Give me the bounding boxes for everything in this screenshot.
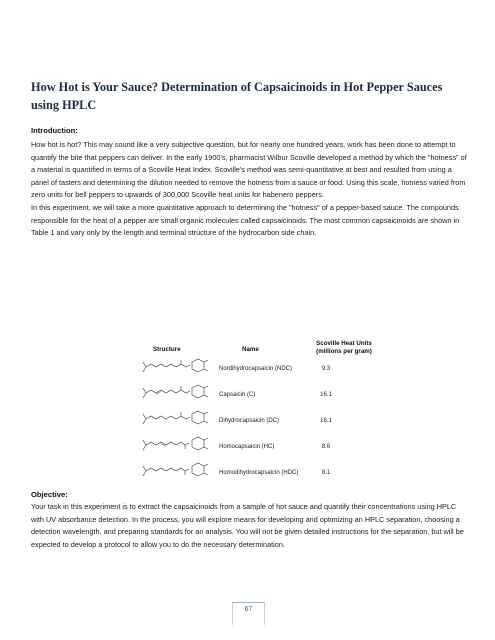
- capsaicinoids-table: [141, 338, 377, 483]
- compound-name: Capsaicin (C): [219, 392, 256, 398]
- scoville-value: 9.3: [321, 366, 331, 372]
- compound-name: Dihydrocapsaicin (DC): [219, 418, 280, 424]
- introduction-heading: Introduction:: [31, 126, 78, 135]
- compound-name: Nordihydrocapsaicin (NDC): [219, 366, 293, 372]
- document-title: How Hot is Your Sauce? Determination of Capsaicinoids in Hot Pepper Sauces using HPLC: [31, 80, 443, 112]
- page-number: 67: [244, 606, 253, 613]
- scoville-value: 16.1: [320, 392, 332, 398]
- homocapsaicin-structure-icon: [141, 434, 217, 460]
- introduction-paragraph-1: How hot is hot? This may sound like a very subjective question, but for nearly one hundred years, work has been done to attempt to quantify the bite that peppers can deliver. In the early 1900's, pharmacist Wilbur Scoville developed a method by which the "hotness" of a material is quantified in terms of a Scoville Heat Index. Scoville's method was semi-quantitative at best and resulted from using a panel of tasters and determining the dilution needed to remove the hotness from a sauce or food. Using this scale, hotness varied from zero units for bell peppers to upwards of 300,000 Scoville heat units for habenero peppers.: [31, 140, 467, 200]
- capsaicin-structure-icon: [141, 382, 217, 408]
- homodihydrocapsaicin-structure-icon: [141, 460, 217, 486]
- scoville-column-header: Scoville Heat Units (millions per gram): [316, 340, 372, 355]
- objective-paragraph: Your task in this experiment is to extract the capsaicinoids from a sample of hot sauce and quantify their concentrations using HPLC with UV absorbance detection. In the process, you will explore means for developing and optimizing an HPLC separation, choosing a detection wavelength, and preparing standards for an analysis. You will not be given detailed instructions for the separation, but will be expected to develop a protocol to allow you to do the necessary determination.: [31, 502, 464, 549]
- nordihydrocapsaicin-structure-icon: [141, 356, 217, 382]
- scoville-value: 8.6: [321, 444, 331, 450]
- scoville-value: 16.1: [320, 418, 332, 424]
- compound-name: Homodihydrocapsaicin (HDC): [219, 470, 299, 476]
- scoville-value: 8.1: [321, 470, 331, 476]
- structure-column-header: Structure: [153, 346, 181, 353]
- table-row: [141, 464, 377, 490]
- introduction-body: [31, 139, 471, 240]
- objective-heading: Objective:: [31, 490, 68, 499]
- compound-name: Homocapsaicin (HC): [219, 444, 275, 450]
- introduction-paragraph-2: In this experiment, we will take a more quantitative approach to determining the "hotness" of a pepper-based sauce. The compounds responsible for the heat of a pepper are small organic molecules called capsaicinoids. The most common capsaicinoids are shown in Table 1 and vary only by the length and terminal structure of the hydrocarbon side chain.: [31, 202, 460, 238]
- name-column-header: Name: [242, 346, 259, 353]
- dihydrocapsaicin-structure-icon: [141, 408, 217, 434]
